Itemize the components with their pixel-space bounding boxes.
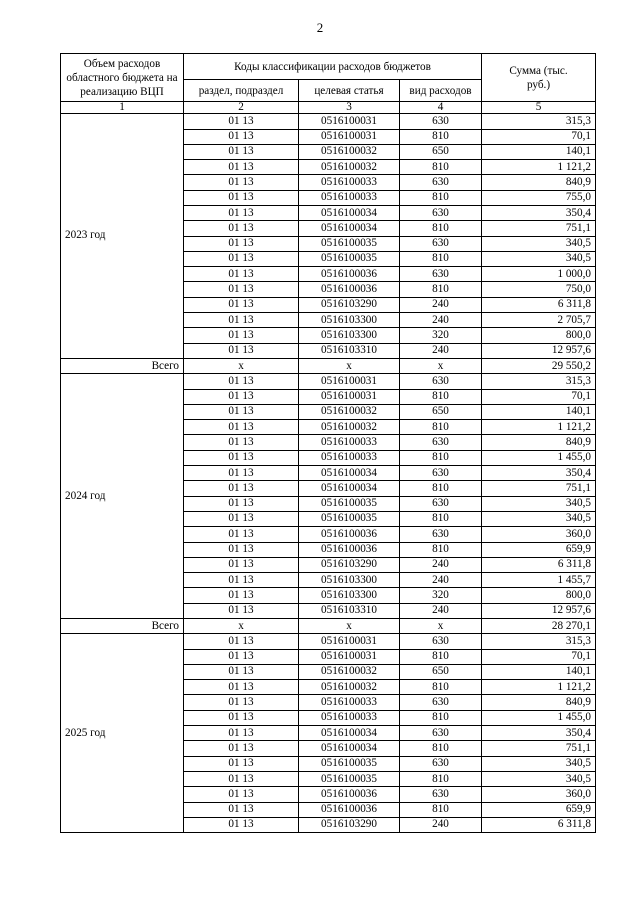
expense-type-code: 240: [400, 557, 482, 572]
x-mark: х: [299, 358, 400, 373]
expense-type-code: 810: [400, 129, 482, 144]
expense-type-code: 630: [400, 175, 482, 190]
section-code: 01 13: [184, 511, 299, 526]
target-code: 0516100032: [299, 160, 400, 175]
target-code: 0516100032: [299, 680, 400, 695]
section-header: раздел, подраздел: [184, 80, 299, 102]
section-code: 01 13: [184, 771, 299, 786]
amount: 6 311,8: [482, 817, 596, 832]
section-code: 01 13: [184, 297, 299, 312]
target-code: 0516100033: [299, 175, 400, 190]
amount: 840,9: [482, 435, 596, 450]
year-label: 2025 год: [61, 634, 184, 833]
amount: 140,1: [482, 404, 596, 419]
target-code: 0516100035: [299, 511, 400, 526]
expense-type-code: 240: [400, 297, 482, 312]
amount: 840,9: [482, 695, 596, 710]
amount: 340,5: [482, 236, 596, 251]
target-code: 0516100035: [299, 771, 400, 786]
section-code: 01 13: [184, 343, 299, 358]
expense-type-code: 630: [400, 114, 482, 129]
target-code: 0516100034: [299, 726, 400, 741]
section-code: 01 13: [184, 221, 299, 236]
expense-type-code: 650: [400, 144, 482, 159]
expense-type-code: 630: [400, 374, 482, 389]
amount: 1 121,2: [482, 680, 596, 695]
year-label: 2023 год: [61, 114, 184, 359]
section-code: 01 13: [184, 496, 299, 511]
section-code: 01 13: [184, 160, 299, 175]
target-code: 0516100031: [299, 389, 400, 404]
target-code: 0516100033: [299, 695, 400, 710]
target-code: 0516100036: [299, 787, 400, 802]
target-code: 0516100034: [299, 221, 400, 236]
table-row: [61, 374, 596, 389]
expense-type-code: 630: [400, 205, 482, 220]
section-code: 01 13: [184, 802, 299, 817]
amount: 659,9: [482, 802, 596, 817]
section-code: 01 13: [184, 680, 299, 695]
section-code: 01 13: [184, 695, 299, 710]
x-mark: х: [400, 358, 482, 373]
col-number: 4: [400, 102, 482, 114]
target-code: 0516100032: [299, 404, 400, 419]
section-code: 01 13: [184, 205, 299, 220]
total-row: [61, 358, 596, 373]
section-code: 01 13: [184, 557, 299, 572]
expense-type-code: 810: [400, 160, 482, 175]
expense-type-code: 810: [400, 649, 482, 664]
amount: 70,1: [482, 389, 596, 404]
expense-type-code: 240: [400, 573, 482, 588]
amount: 1 455,0: [482, 450, 596, 465]
target-code: 0516103300: [299, 573, 400, 588]
section-code: 01 13: [184, 129, 299, 144]
target-code: 0516100034: [299, 205, 400, 220]
expense-type-code: 630: [400, 695, 482, 710]
total-row: [61, 619, 596, 634]
section-code: 01 13: [184, 374, 299, 389]
target-code: 0516103290: [299, 557, 400, 572]
amount: 140,1: [482, 664, 596, 679]
col-number: 2: [184, 102, 299, 114]
expense-type-code: 630: [400, 787, 482, 802]
target-code: 0516100032: [299, 420, 400, 435]
section-code: 01 13: [184, 726, 299, 741]
table-row: [61, 634, 596, 649]
target-code: 0516100031: [299, 114, 400, 129]
section-code: 01 13: [184, 236, 299, 251]
total-label: Всего: [61, 619, 184, 634]
expense-type-code: 810: [400, 542, 482, 557]
target-code: 0516100036: [299, 802, 400, 817]
amount: 70,1: [482, 649, 596, 664]
expense-type-code: 650: [400, 664, 482, 679]
expense-type-code: 810: [400, 802, 482, 817]
amount: 751,1: [482, 221, 596, 236]
amount: 6 311,8: [482, 557, 596, 572]
expense-type-code: 630: [400, 634, 482, 649]
target-code: 0516100032: [299, 144, 400, 159]
amount: 2 705,7: [482, 313, 596, 328]
amount: 800,0: [482, 328, 596, 343]
section-code: 01 13: [184, 573, 299, 588]
amount: 360,0: [482, 527, 596, 542]
section-code: 01 13: [184, 144, 299, 159]
section-code: 01 13: [184, 420, 299, 435]
section-code: 01 13: [184, 603, 299, 618]
section-code: 01 13: [184, 267, 299, 282]
expense-type-code: 630: [400, 466, 482, 481]
target-code: 0516100033: [299, 435, 400, 450]
target-code: 0516100036: [299, 267, 400, 282]
volume-header: Объем расходов областного бюджета на реализацию ВЦП: [61, 54, 184, 102]
table-body: [61, 114, 596, 833]
target-code: 0516100031: [299, 374, 400, 389]
amount: 340,5: [482, 511, 596, 526]
amount: 315,3: [482, 634, 596, 649]
expense-type-code: 810: [400, 511, 482, 526]
expense-type-code: 650: [400, 404, 482, 419]
target-code: 0516100032: [299, 664, 400, 679]
expense-type-code: 240: [400, 343, 482, 358]
target-code: 0516103290: [299, 817, 400, 832]
expense-type-code: 630: [400, 527, 482, 542]
amount: 1 000,0: [482, 267, 596, 282]
year-label: 2024 год: [61, 374, 184, 619]
amount: 1 121,2: [482, 420, 596, 435]
amount: 340,5: [482, 251, 596, 266]
target-code: 0516103300: [299, 588, 400, 603]
section-code: 01 13: [184, 404, 299, 419]
target-code: 0516100036: [299, 282, 400, 297]
expense-type-code: 810: [400, 251, 482, 266]
expense-type-code: 810: [400, 420, 482, 435]
target-code: 0516103300: [299, 328, 400, 343]
target-code: 0516100033: [299, 710, 400, 725]
sum-header: Сумма (тыс. руб.): [482, 54, 596, 102]
section-code: 01 13: [184, 251, 299, 266]
expense-type-code: 810: [400, 481, 482, 496]
expense-type-code: 810: [400, 190, 482, 205]
expense-type-code: 810: [400, 450, 482, 465]
total-amount: 29 550,2: [482, 358, 596, 373]
target-code: 0516103310: [299, 343, 400, 358]
col-number: 5: [482, 102, 596, 114]
x-mark: х: [299, 619, 400, 634]
section-code: 01 13: [184, 741, 299, 756]
amount: 1 455,0: [482, 710, 596, 725]
expense-type-code: 630: [400, 236, 482, 251]
amount: 350,4: [482, 726, 596, 741]
amount: 350,4: [482, 466, 596, 481]
expense-type-header: вид расходов: [400, 80, 482, 102]
target-header: целевая статья: [299, 80, 400, 102]
expense-type-code: 320: [400, 328, 482, 343]
target-code: 0516100036: [299, 527, 400, 542]
target-code: 0516100035: [299, 496, 400, 511]
section-code: 01 13: [184, 588, 299, 603]
total-label: Всего: [61, 358, 184, 373]
expense-type-code: 240: [400, 603, 482, 618]
amount: 140,1: [482, 144, 596, 159]
section-code: 01 13: [184, 542, 299, 557]
expense-type-code: 630: [400, 267, 482, 282]
expense-type-code: 630: [400, 496, 482, 511]
amount: 12 957,6: [482, 603, 596, 618]
expense-type-code: 240: [400, 313, 482, 328]
expense-type-code: 810: [400, 389, 482, 404]
section-code: 01 13: [184, 450, 299, 465]
expense-type-code: 810: [400, 741, 482, 756]
amount: 340,5: [482, 496, 596, 511]
x-mark: х: [184, 358, 299, 373]
section-code: 01 13: [184, 466, 299, 481]
budget-table: [60, 53, 596, 833]
amount: 840,9: [482, 175, 596, 190]
target-code: 0516100034: [299, 466, 400, 481]
expense-type-code: 240: [400, 817, 482, 832]
amount: 1 455,7: [482, 573, 596, 588]
target-code: 0516103300: [299, 313, 400, 328]
target-code: 0516100031: [299, 129, 400, 144]
section-code: 01 13: [184, 389, 299, 404]
target-code: 0516100035: [299, 251, 400, 266]
section-code: 01 13: [184, 710, 299, 725]
expense-type-code: 810: [400, 282, 482, 297]
target-code: 0516100035: [299, 236, 400, 251]
amount: 751,1: [482, 741, 596, 756]
total-amount: 28 270,1: [482, 619, 596, 634]
section-code: 01 13: [184, 787, 299, 802]
section-code: 01 13: [184, 527, 299, 542]
amount: 315,3: [482, 114, 596, 129]
amount: 751,1: [482, 481, 596, 496]
col-number: 1: [61, 102, 184, 114]
table-row: [61, 114, 596, 129]
amount: 755,0: [482, 190, 596, 205]
amount: 12 957,6: [482, 343, 596, 358]
target-code: 0516100033: [299, 190, 400, 205]
amount: 1 121,2: [482, 160, 596, 175]
section-code: 01 13: [184, 756, 299, 771]
section-code: 01 13: [184, 649, 299, 664]
codes-header: Коды классификации расходов бюджетов: [184, 54, 482, 80]
expense-type-code: 810: [400, 221, 482, 236]
target-code: 0516103290: [299, 297, 400, 312]
expense-type-code: 630: [400, 435, 482, 450]
expense-type-code: 810: [400, 771, 482, 786]
amount: 6 311,8: [482, 297, 596, 312]
target-code: 0516100036: [299, 542, 400, 557]
section-code: 01 13: [184, 282, 299, 297]
expense-type-code: 810: [400, 710, 482, 725]
col-number: 3: [299, 102, 400, 114]
amount: 340,5: [482, 771, 596, 786]
page-number: 2: [316, 20, 324, 35]
section-code: 01 13: [184, 175, 299, 190]
section-code: 01 13: [184, 313, 299, 328]
section-code: 01 13: [184, 664, 299, 679]
amount: 800,0: [482, 588, 596, 603]
target-code: 0516103310: [299, 603, 400, 618]
section-code: 01 13: [184, 328, 299, 343]
section-code: 01 13: [184, 634, 299, 649]
target-code: 0516100033: [299, 450, 400, 465]
amount: 70,1: [482, 129, 596, 144]
expense-type-code: 320: [400, 588, 482, 603]
target-code: 0516100031: [299, 634, 400, 649]
amount: 340,5: [482, 756, 596, 771]
section-code: 01 13: [184, 114, 299, 129]
amount: 360,0: [482, 787, 596, 802]
target-code: 0516100034: [299, 481, 400, 496]
target-code: 0516100035: [299, 756, 400, 771]
target-code: 0516100034: [299, 741, 400, 756]
target-code: 0516100031: [299, 649, 400, 664]
amount: 350,4: [482, 205, 596, 220]
x-mark: х: [400, 619, 482, 634]
section-code: 01 13: [184, 190, 299, 205]
amount: 315,3: [482, 374, 596, 389]
expense-type-code: 630: [400, 756, 482, 771]
section-code: 01 13: [184, 481, 299, 496]
section-code: 01 13: [184, 435, 299, 450]
expense-type-code: 630: [400, 726, 482, 741]
amount: 750,0: [482, 282, 596, 297]
x-mark: х: [184, 619, 299, 634]
expense-type-code: 810: [400, 680, 482, 695]
section-code: 01 13: [184, 817, 299, 832]
amount: 659,9: [482, 542, 596, 557]
